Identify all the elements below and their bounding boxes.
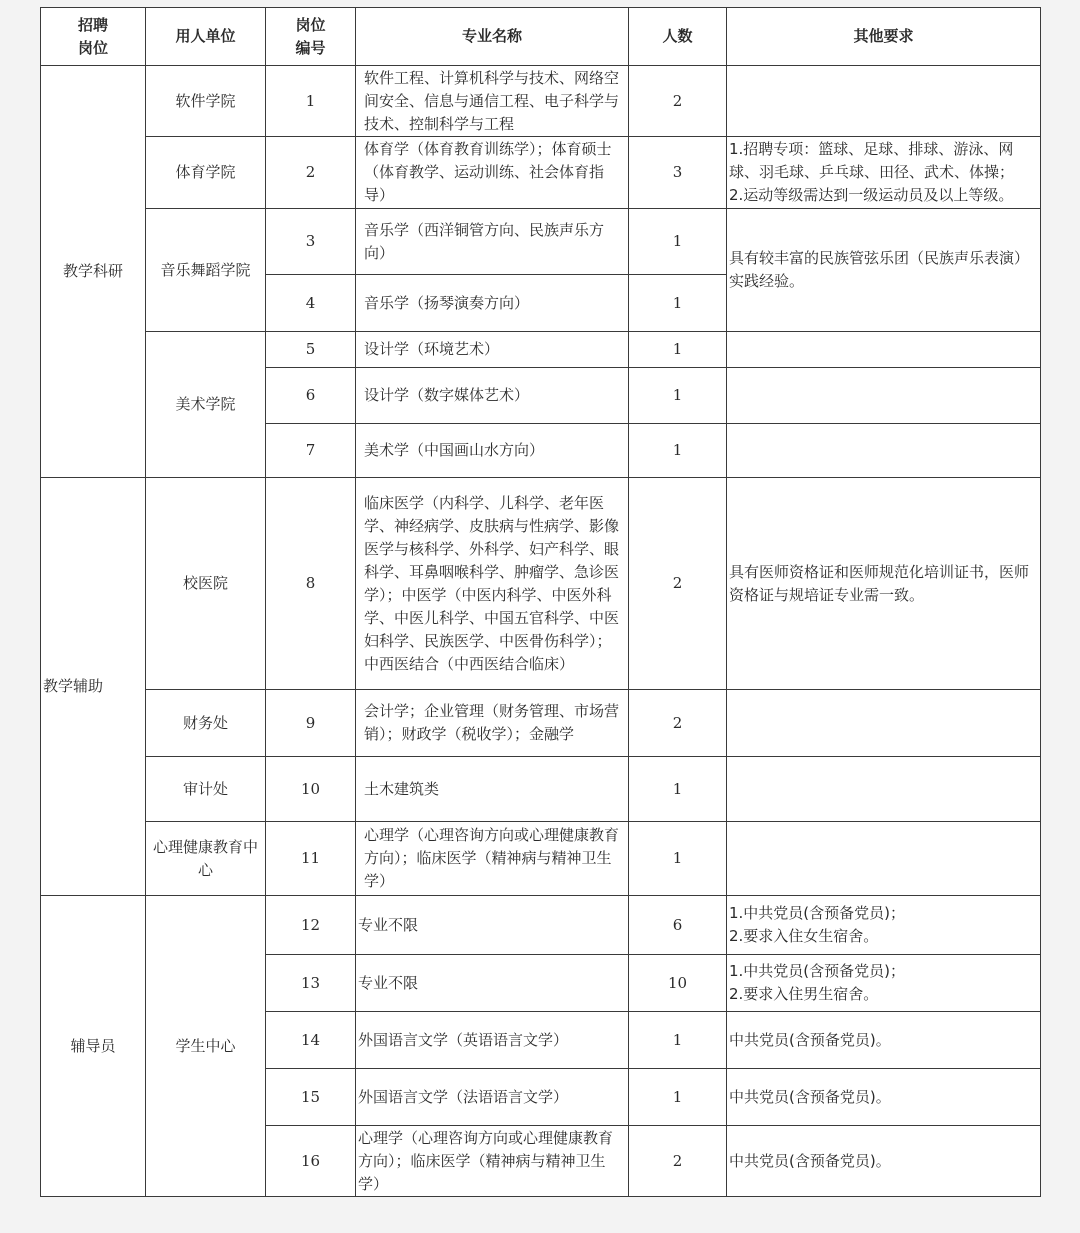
table-row (41, 822, 1041, 896)
unit-cell: 美术学院 (146, 332, 266, 478)
count-cell: 1 (629, 368, 727, 424)
code-cell: 9 (266, 690, 356, 757)
code-cell: 10 (266, 757, 356, 822)
requirement-cell (727, 757, 1041, 822)
count-cell: 2 (629, 1126, 727, 1197)
requirement-cell: 1.招聘专项：篮球、足球、排球、游泳、网球、羽毛球、乒乓球、田径、武术、体操； 2.运动等级需达到一级运动员及以上等级。 (727, 137, 1041, 209)
requirement-cell (727, 332, 1041, 368)
table-row (41, 66, 1041, 137)
major-cell: 音乐学（扬琴演奏方向） (356, 275, 629, 332)
requirement-cell: 具有医师资格证和医师规范化培训证书，医师资格证与规培证专业需一致。 (727, 478, 1041, 690)
header-unit: 用人单位 (146, 8, 266, 66)
unit-cell: 音乐舞蹈学院 (146, 209, 266, 332)
count-cell: 1 (629, 1069, 727, 1126)
count-cell: 1 (629, 1012, 727, 1069)
count-cell: 1 (629, 757, 727, 822)
major-cell: 体育学（体育教育训练学）；体育硕士（体育教学、运动训练、社会体育指导） (356, 137, 629, 209)
table-row (41, 137, 1041, 209)
header-code: 岗位 编号 (266, 8, 356, 66)
header-other: 其他要求 (727, 8, 1041, 66)
code-cell: 13 (266, 955, 356, 1012)
unit-cell: 软件学院 (146, 66, 266, 137)
unit-cell: 校医院 (146, 478, 266, 690)
code-cell: 5 (266, 332, 356, 368)
requirement-cell: 中共党员(含预备党员)。 (727, 1069, 1041, 1126)
group-cell-teaching: 教学科研 (41, 66, 146, 478)
major-cell: 外国语言文学（法语语言文学） (356, 1069, 629, 1126)
table-row (41, 896, 1041, 955)
requirement-cell: 具有较丰富的民族管弦乐团（民族声乐表演）实践经验。 (727, 209, 1041, 332)
code-cell: 2 (266, 137, 356, 209)
code-cell: 4 (266, 275, 356, 332)
count-cell: 2 (629, 478, 727, 690)
header-count: 人数 (629, 8, 727, 66)
major-cell: 会计学；企业管理（财务管理、市场营销）；财政学（税收学）；金融学 (356, 690, 629, 757)
count-cell: 1 (629, 209, 727, 275)
major-cell: 音乐学（西洋铜管方向、民族声乐方向） (356, 209, 629, 275)
requirement-cell: 中共党员(含预备党员)。 (727, 1126, 1041, 1197)
major-cell: 外国语言文学（英语语言文学） (356, 1012, 629, 1069)
unit-cell: 体育学院 (146, 137, 266, 209)
table-row (41, 332, 1041, 368)
code-cell: 3 (266, 209, 356, 275)
code-cell: 8 (266, 478, 356, 690)
table-row (41, 209, 1041, 275)
requirement-cell: 1.中共党员(含预备党员)； 2.要求入住女生宿舍。 (727, 896, 1041, 955)
unit-cell: 心理健康教育中心 (146, 822, 266, 896)
major-cell: 专业不限 (356, 896, 629, 955)
count-cell: 10 (629, 955, 727, 1012)
count-cell: 3 (629, 137, 727, 209)
code-cell: 6 (266, 368, 356, 424)
count-cell: 1 (629, 332, 727, 368)
major-cell: 土木建筑类 (356, 757, 629, 822)
requirement-cell (727, 822, 1041, 896)
count-cell: 2 (629, 690, 727, 757)
recruitment-table (40, 7, 1041, 1197)
major-cell: 临床医学（内科学、儿科学、老年医学、神经病学、皮肤病与性病学、影像医学与核科学、外科学、妇产科学、眼科学、耳鼻咽喉科学、肿瘤学、急诊医学）；中医学（中医内科学、中医外科学、中医儿科学、中国五官科学、中医妇科学、民族医学、中医骨伤科学）；中西医结合（中西医结合临床） (356, 478, 629, 690)
major-cell: 设计学（数字媒体艺术） (356, 368, 629, 424)
major-cell: 设计学（环境艺术） (356, 332, 629, 368)
count-cell: 2 (629, 66, 727, 137)
major-cell: 专业不限 (356, 955, 629, 1012)
code-cell: 14 (266, 1012, 356, 1069)
header-post: 招聘 岗位 (41, 8, 146, 66)
group-cell-counselor: 辅导员 (41, 896, 146, 1197)
code-cell: 15 (266, 1069, 356, 1126)
code-cell: 7 (266, 424, 356, 478)
count-cell: 6 (629, 896, 727, 955)
code-cell: 12 (266, 896, 356, 955)
table-row (41, 757, 1041, 822)
count-cell: 1 (629, 822, 727, 896)
group-cell-support: 教学辅助 (41, 478, 146, 896)
requirement-cell (727, 690, 1041, 757)
code-cell: 11 (266, 822, 356, 896)
header-major: 专业名称 (356, 8, 629, 66)
code-cell: 1 (266, 66, 356, 137)
count-cell: 1 (629, 275, 727, 332)
unit-cell: 学生中心 (146, 896, 266, 1197)
code-cell: 16 (266, 1126, 356, 1197)
major-cell: 心理学（心理咨询方向或心理健康教育方向）；临床医学（精神病与精神卫生学） (356, 822, 629, 896)
requirement-cell: 中共党员(含预备党员)。 (727, 1012, 1041, 1069)
major-cell: 美术学（中国画山水方向） (356, 424, 629, 478)
table-row (41, 478, 1041, 690)
table-row (41, 690, 1041, 757)
count-cell: 1 (629, 424, 727, 478)
unit-cell: 财务处 (146, 690, 266, 757)
requirement-cell (727, 66, 1041, 137)
requirement-cell (727, 368, 1041, 424)
major-cell: 心理学（心理咨询方向或心理健康教育方向）；临床医学（精神病与精神卫生学） (356, 1126, 629, 1197)
unit-cell: 审计处 (146, 757, 266, 822)
header-row (41, 8, 1041, 66)
major-cell: 软件工程、计算机科学与技术、网络空间安全、信息与通信工程、电子科学与技术、控制科学与工程 (356, 66, 629, 137)
requirement-cell (727, 424, 1041, 478)
requirement-cell: 1.中共党员(含预备党员)； 2.要求入住男生宿舍。 (727, 955, 1041, 1012)
